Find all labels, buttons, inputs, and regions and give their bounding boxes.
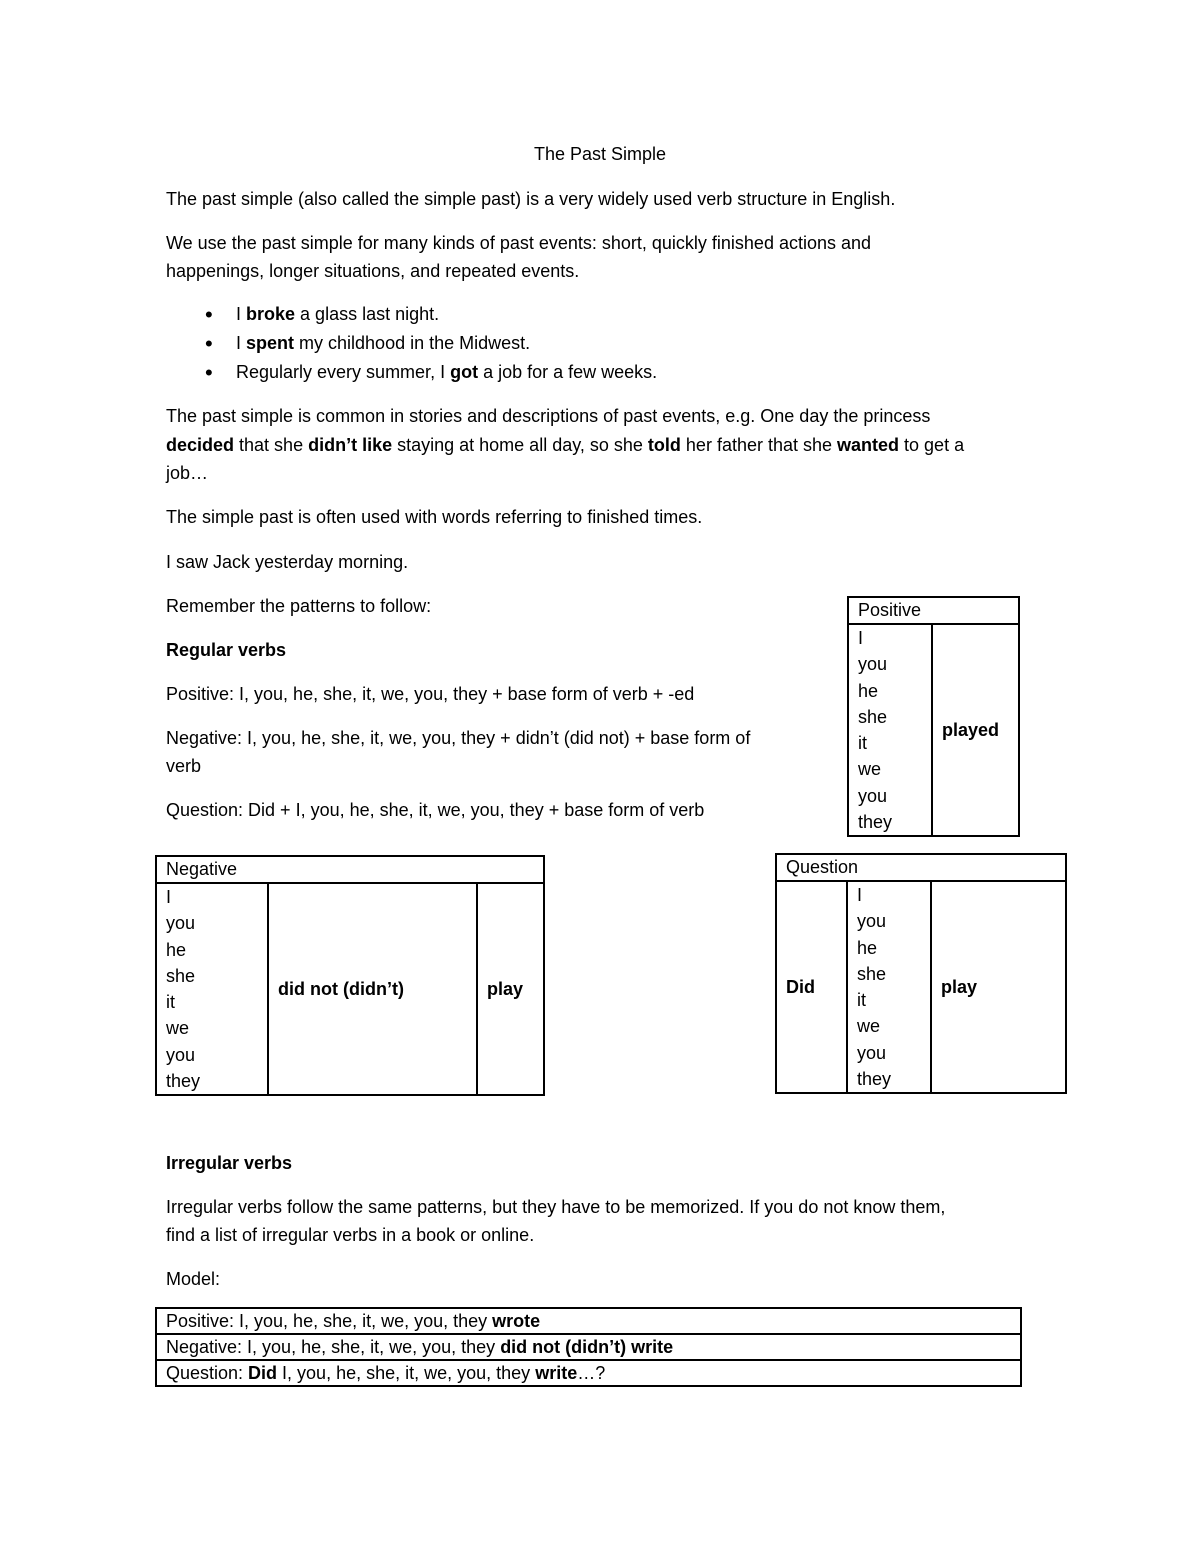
pronoun: we: [166, 1018, 190, 1039]
stories-line-1: The past simple is common in stories and descriptions of past events, e.g. One day the princess: [166, 406, 931, 426]
pronoun: she: [857, 963, 887, 984]
pronoun: you: [166, 1044, 196, 1065]
pronoun: he: [857, 937, 878, 958]
finished-times-paragraph: The simple past is often used with words referring to finished times.: [166, 507, 703, 527]
regular-positive-rule: Positive: I, you, he, she, it, we, you, they + base form of verb + -ed: [166, 684, 695, 704]
regular-negative-rule-line-1: Negative: I, you, he, she, it, we, you, they + didn’t (did not) + base form of: [166, 728, 751, 748]
pronoun: they: [858, 812, 893, 833]
model-positive-row: Positive: I, you, he, she, it, we, you, they wrote: [156, 1308, 1021, 1334]
pronoun: she: [858, 706, 888, 727]
pronoun: they: [166, 1071, 201, 1092]
regular-verbs-heading: Regular verbs: [166, 640, 287, 660]
positive-pronouns-cell: [848, 624, 932, 836]
question-verb-cell: play: [931, 881, 1066, 1093]
question-table: [775, 853, 1067, 1094]
pronoun: it: [166, 992, 175, 1013]
pronoun: you: [857, 911, 887, 932]
question-table-header: Question: [776, 854, 1066, 881]
positive-table: [847, 596, 1020, 837]
intro-paragraph: The past simple (also called the simple past) is a very widely used verb structure in English.: [166, 189, 896, 209]
irregular-line-2: find a list of irregular verbs in a book or online.: [166, 1225, 535, 1245]
usage-line-2: happenings, longer situations, and repeated events.: [166, 261, 580, 281]
model-negative-row: Negative: I, you, he, she, it, we, you, they did not (didn’t) write: [156, 1334, 1021, 1360]
stories-line-2: decided that she didn’t like staying at home all day, so she told her father that she wanted to get a: [166, 435, 965, 455]
pronoun: she: [166, 965, 196, 986]
irregular-verbs-heading: Irregular verbs: [166, 1153, 293, 1173]
negative-table-header: Negative: [156, 856, 544, 883]
irregular-line-1: Irregular verbs follow the same patterns, but they have to be memorized. If you do not know them,: [166, 1197, 946, 1217]
pronoun: we: [858, 759, 882, 780]
examples-list: [205, 300, 657, 387]
negative-aux-cell: did not (didn’t): [268, 883, 477, 1095]
negative-pronouns-cell: [156, 883, 268, 1095]
negative-verb-cell: play: [477, 883, 544, 1095]
remember-patterns: Remember the patterns to follow:: [166, 596, 432, 616]
positive-table-header: Positive: [848, 597, 1019, 624]
example-item: • I spent my childhood in the Midwest.: [205, 329, 657, 358]
pronoun: I: [858, 628, 864, 648]
pronoun: you: [858, 785, 888, 806]
pronoun: he: [858, 680, 879, 701]
usage-line-1: We use the past simple for many kinds of past events: short, quickly finished actions and: [166, 233, 872, 253]
pronoun: we: [857, 1016, 881, 1037]
pronoun: you: [858, 654, 888, 675]
pronoun: it: [857, 990, 866, 1011]
example-item: • I broke a glass last night.: [205, 300, 657, 329]
regular-negative-rule-line-2: verb: [166, 756, 202, 776]
example-item: • Regularly every summer, I got a job for a few weeks.: [205, 358, 657, 387]
pronoun: he: [166, 939, 187, 960]
stories-line-3: job…: [166, 463, 209, 483]
negative-table: [155, 855, 545, 1096]
pronoun: you: [857, 1042, 887, 1063]
model-question-row: Question: Did I, you, he, she, it, we, you, they write…?: [156, 1360, 1021, 1386]
pronoun: it: [858, 733, 867, 754]
question-aux-cell: Did: [776, 881, 847, 1093]
model-table: [155, 1307, 1022, 1387]
pronoun: I: [166, 887, 172, 907]
page-title: The Past Simple: [533, 144, 667, 164]
pronoun: they: [857, 1069, 892, 1090]
positive-verb-cell: played: [932, 624, 1019, 836]
pronoun: you: [166, 913, 196, 934]
model-label: Model:: [166, 1269, 221, 1289]
example-sentence: I saw Jack yesterday morning.: [166, 552, 409, 572]
question-pronouns-cell: [847, 881, 931, 1093]
regular-question-rule: Question: Did + I, you, he, she, it, we, you, they + base form of verb: [166, 800, 705, 820]
pronoun: I: [857, 885, 863, 905]
